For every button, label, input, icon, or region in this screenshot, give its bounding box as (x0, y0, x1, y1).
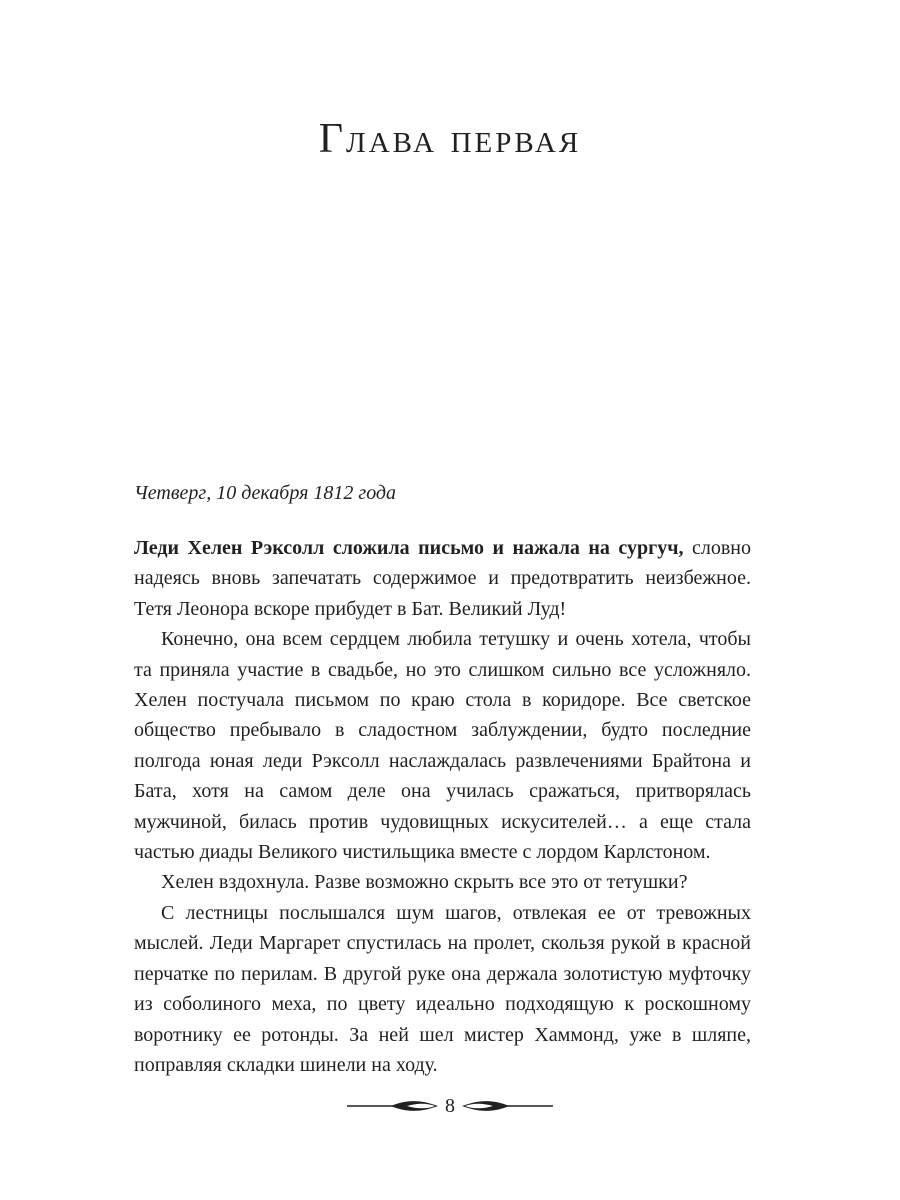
body-text (134, 533, 751, 1080)
flourish-left-icon (347, 1099, 439, 1113)
page-number: 8 (445, 1095, 455, 1117)
paragraph-3: Хелен вздохнула. Разве возможно скрыть все это от тетушки? (161, 871, 688, 894)
paragraph-lead-in: Леди Хелен Рэксолл сложила письмо и нажала на сургуч, (134, 537, 684, 559)
paragraph-4: С лестницы послышался шум шагов, отвлекая ее от тревожных мыслей. Леди Маргарет спустилась на пролет, скользя рукой в красной перчатке по перилам. В другой руке она держала золотистую муфточку из соболиного меха, по цвету идеально подходящую к роскошному воротнику ее ротонды. За ней шел мистер Хаммонд, уже в шляпе, поправляя складки шинели на ходу. (134, 901, 751, 1076)
paragraph-1 (134, 533, 751, 624)
dateline: Четверг, 10 декабря 1812 года (134, 482, 397, 504)
chapter-title: Глава первая (318, 116, 582, 162)
flourish-right-icon (461, 1099, 553, 1113)
page-footer (0, 1093, 900, 1119)
paragraph-1-text: словно надеясь вновь запечатать содержимое и предотвратить неизбежное. Тетя Леонора вскоре прибудет в Бат. Великий Луд! (134, 537, 751, 620)
paragraph-2: Конечно, она всем сердцем любила тетушку и очень хотела, чтобы та приняла участие в свадьбе, но это слишком сильно все усложняло. Хелен постучала письмом по краю стола в коридоре. Все светское общество пребывало в сладостном заблуждении, будто последние полгода юная леди Рэксолл наслаждалась развлечениями Брайтона и Бата, хотя на самом деле она училась сражаться, притворялась мужчиной, билась против чудовищных искусителей… а еще стала частью диады Великого чистильщика вместе с лордом Карлстоном. (134, 628, 751, 864)
